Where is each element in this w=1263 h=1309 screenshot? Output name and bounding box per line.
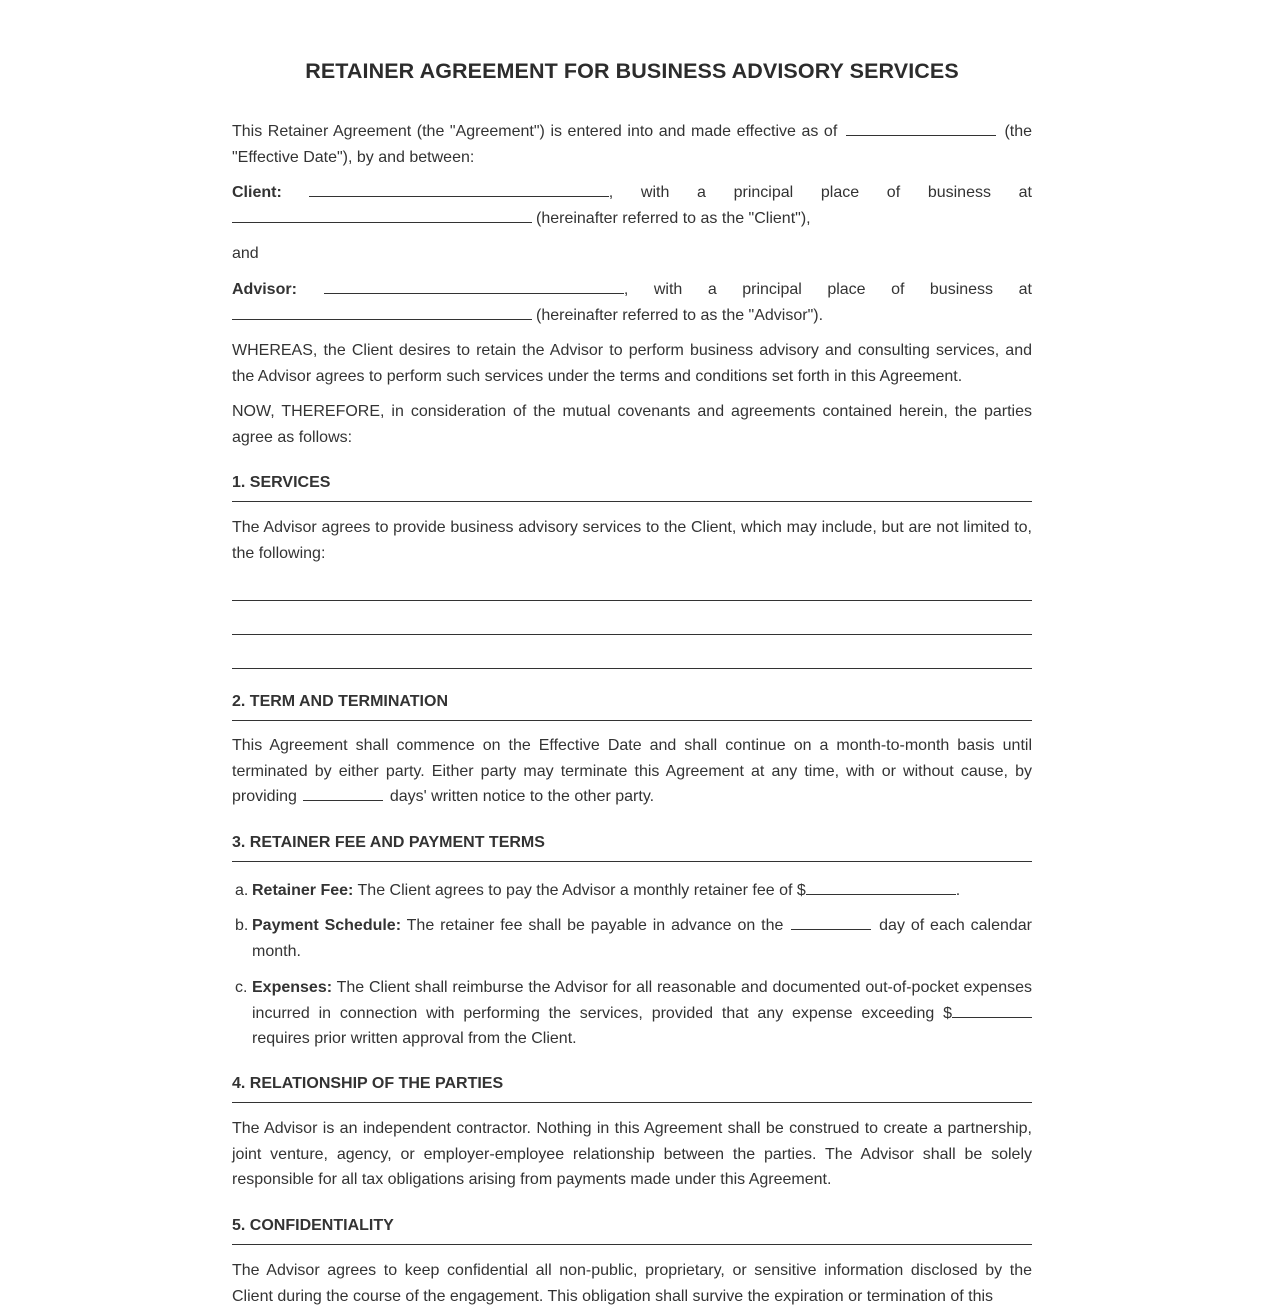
retainer-fee-period: . [955, 882, 961, 899]
section-heading-services: 1. SERVICES [232, 474, 1032, 502]
advisor-label: Advisor: [232, 281, 297, 298]
intro-text-c: "Effective Date"), by and between: [232, 148, 475, 166]
advisor-comma: , [623, 281, 629, 298]
section-heading-confidentiality: 5. CONFIDENTIALITY [232, 1217, 1032, 1245]
section-heading-relationship: 4. RELATIONSHIP OF THE PARTIES [232, 1075, 1032, 1103]
advisor-word: with [653, 281, 683, 298]
advisor-address-blank[interactable] [232, 305, 532, 320]
intro-text-a: This Retainer Agreement (the "Agreement") is entered into and made effective as of [232, 123, 838, 140]
list-marker: b. [235, 917, 249, 934]
intro-paragraph [232, 119, 1032, 170]
payment-schedule-text-b: day of each calendar month. [252, 917, 1033, 960]
advisor-word: place [827, 281, 866, 298]
services-blank-line[interactable] [232, 668, 1032, 669]
list-marker: c. [235, 979, 248, 996]
client-word: business [927, 184, 991, 201]
term-body-text-a: This Agreement shall commence on the Effective Date and shall continue on a month-to-month basis until terminated by either party. Either party may terminate this Agreement at any time, with or without cause, by providing [232, 737, 1032, 806]
payment-schedule-text-a: The retainer fee shall be payable in advance on the [406, 917, 784, 934]
payment-schedule-label: Payment Schedule: [252, 917, 402, 934]
section-heading-term: 2. TERM AND TERMINATION [232, 693, 1032, 721]
list-item [232, 878, 1032, 904]
services-blank-line[interactable] [232, 600, 1032, 601]
advisor-word: at [1018, 281, 1032, 298]
now-therefore-paragraph: NOW, THEREFORE, in consideration of the mutual covenants and agreements contained herein, the parties agree as follows: [232, 403, 1032, 446]
expenses-label: Expenses: [252, 979, 333, 996]
services-blank-line[interactable] [232, 634, 1032, 635]
client-name-blank[interactable] [309, 182, 609, 197]
expense-limit-blank[interactable] [952, 1003, 1032, 1018]
advisor-word: principal [742, 281, 802, 298]
client-address-blank[interactable] [232, 208, 532, 223]
expenses-text-a: The Client shall reimburse the Advisor for all reasonable and documented out-of-pocket expenses incurred in connection with performing the services, provided that any expense exceeding $ [252, 979, 1033, 1022]
advisor-word: business [929, 281, 994, 298]
intro-text-b: (the [1004, 123, 1033, 140]
client-word: at [1018, 184, 1032, 201]
retainer-fee-label: Retainer Fee: [252, 882, 354, 899]
and-text: and [232, 245, 259, 262]
client-paragraph [232, 180, 1032, 231]
client-label: Client: [232, 184, 282, 201]
term-body-text-b: days' written notice to the other party. [389, 788, 655, 806]
advisor-word: a [707, 281, 717, 298]
term-body [232, 733, 1032, 810]
list-item [232, 913, 1032, 964]
advisor-paragraph [232, 277, 1032, 328]
section-heading-fee: 3. RETAINER FEE AND PAYMENT TERMS [232, 834, 1032, 862]
effective-date-blank[interactable] [846, 121, 996, 136]
payment-day-blank[interactable] [791, 915, 871, 930]
retainer-fee-text: The Client agrees to pay the Advisor a monthly retainer fee of $ [357, 882, 806, 899]
relationship-body: The Advisor is an independent contractor. Nothing in this Agreement shall be construed to create a partnership, joint venture, agency, or employer-employee relationship between the parties. The Advisor shall be solely responsible for all tax obligations arising from payments made under this Agreement. [232, 1120, 1032, 1189]
client-comma: , [608, 184, 614, 201]
services-body: The Advisor agrees to provide business advisory services to the Client, which may include, but are not limited to, the following: [232, 519, 1032, 562]
client-word: a [697, 184, 706, 201]
client-word: with [640, 184, 670, 201]
confidentiality-body: The Advisor agrees to keep confidential all non-public, proprietary, or sensitive information disclosed by the Client during the course of the engagement. This obligation shall survive the expiration or termination of this [232, 1262, 1032, 1305]
advisor-name-blank[interactable] [324, 279, 624, 294]
client-word: place [820, 184, 860, 201]
client-suffix: (hereinafter referred to as the "Client"), [536, 209, 811, 227]
expenses-text-b: requires prior written approval from the Client. [252, 1030, 577, 1048]
retainer-fee-amount-blank[interactable] [806, 880, 956, 895]
notice-days-blank[interactable] [303, 786, 383, 801]
advisor-word: of [891, 281, 905, 298]
list-item [232, 975, 1032, 1052]
advisor-suffix: (hereinafter referred to as the "Advisor"). [536, 306, 824, 324]
client-word: principal [733, 184, 794, 201]
document-title: RETAINER AGREEMENT FOR BUSINESS ADVISORY SERVICES [305, 59, 959, 83]
client-word: of [886, 184, 901, 201]
list-marker: a. [235, 882, 249, 899]
whereas-paragraph: WHEREAS, the Client desires to retain the Advisor to perform business advisory and consulting services, and the Advisor agrees to perform such services under the terms and conditions set forth in this Agreement. [232, 342, 1032, 385]
